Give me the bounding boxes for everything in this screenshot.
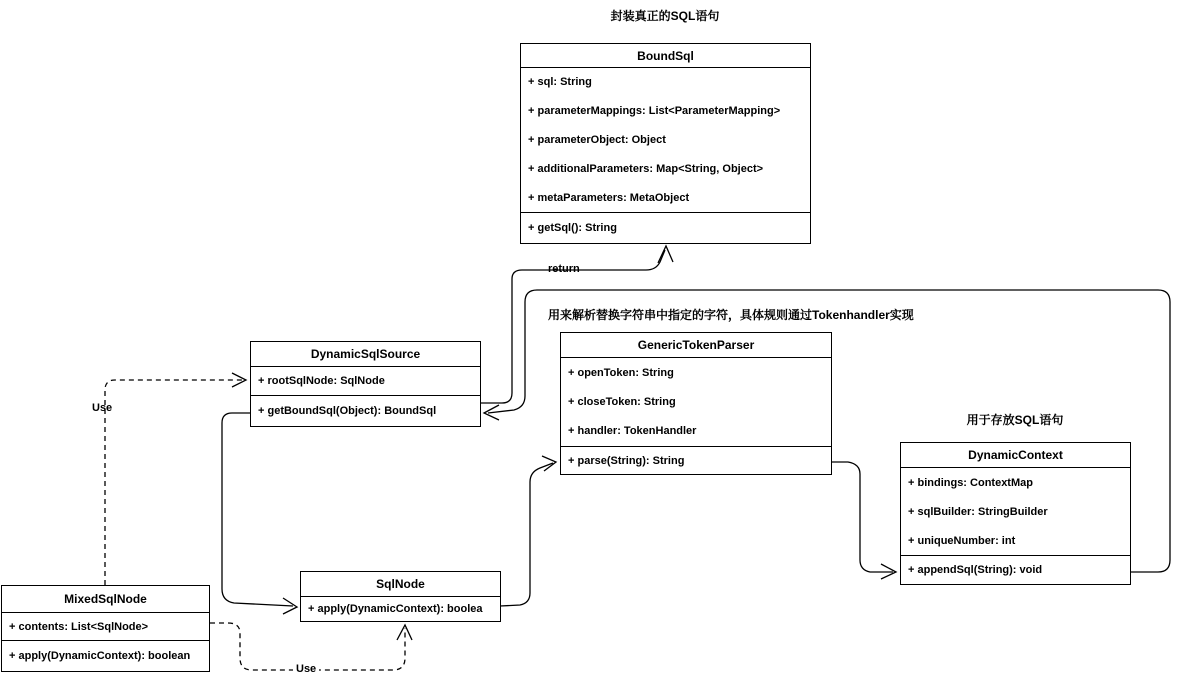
attribute: + handler: TokenHandler xyxy=(568,425,697,438)
attributes-section xyxy=(901,468,1130,555)
edge-label-use-bottom: Use xyxy=(293,663,319,675)
arrowhead-right-icon xyxy=(232,373,246,387)
attributes-section xyxy=(2,613,209,640)
methods-section xyxy=(561,446,831,474)
method: + apply(DynamicContext): boolean xyxy=(9,650,191,662)
methods-section xyxy=(2,640,209,671)
class-mixedsqlnode xyxy=(1,585,210,672)
attribute: + metaParameters: MetaObject xyxy=(528,191,690,204)
class-boundsql xyxy=(520,43,811,244)
arrowhead-right-icon xyxy=(283,598,297,614)
method: + getSql(): String xyxy=(528,222,617,234)
note-parser: 用来解析替换字符串中指定的字符，具体规则通过Tokenhandler实现 xyxy=(548,308,914,322)
class-title: DynamicSqlSource xyxy=(251,342,480,367)
method: + appendSql(String): void xyxy=(908,564,1043,576)
class-generictokenparser xyxy=(560,332,832,475)
class-sqlnode xyxy=(300,571,501,622)
method: + getBoundSql(Object): BoundSql xyxy=(258,405,437,417)
class-title: DynamicContext xyxy=(901,443,1130,468)
attribute: + uniqueNumber: int xyxy=(908,534,1016,547)
attribute: + rootSqlNode: SqlNode xyxy=(258,375,385,387)
arrowhead-up-icon xyxy=(658,246,673,263)
methods-section xyxy=(301,597,500,621)
attribute: + bindings: ContextMap xyxy=(908,476,1033,489)
method: + parse(String): String xyxy=(568,454,685,467)
attribute: + parameterMappings: List<ParameterMapping> xyxy=(528,105,781,118)
methods-section xyxy=(901,555,1130,584)
class-title: MixedSqlNode xyxy=(2,586,209,613)
note-boundsql: 封装真正的SQL语句 xyxy=(610,9,720,23)
edge-label-use-top: Use xyxy=(92,402,113,414)
class-dynamiccontext xyxy=(900,442,1131,585)
arrowhead-left-icon xyxy=(484,405,499,420)
class-dynamicsqlsource xyxy=(250,341,481,427)
class-title: SqlNode xyxy=(301,572,500,597)
arrowhead-up-icon xyxy=(397,625,412,640)
attribute: + parameterObject: Object xyxy=(528,133,666,146)
edge-label-return: return xyxy=(548,263,580,275)
attribute: + additionalParameters: Map<String, Object> xyxy=(528,162,764,175)
edge-use-top xyxy=(105,373,246,585)
class-title: BoundSql xyxy=(521,44,810,68)
attribute: + sqlBuilder: StringBuilder xyxy=(908,505,1048,518)
edge-parser-to-context xyxy=(832,462,896,579)
edge-source-to-sqlnode xyxy=(222,413,297,614)
methods-section xyxy=(521,212,810,243)
attribute: + sql: String xyxy=(528,76,592,89)
arrowhead-right-icon xyxy=(881,564,896,579)
attributes-section xyxy=(251,367,480,395)
attributes-section xyxy=(521,68,810,212)
attributes-section xyxy=(561,358,831,446)
methods-section xyxy=(251,395,480,426)
class-title: GenericTokenParser xyxy=(561,333,831,358)
attribute: + contents: List<SqlNode> xyxy=(9,620,149,633)
method: + apply(DynamicContext): boolea xyxy=(308,603,483,615)
attribute: + closeToken: String xyxy=(568,395,676,408)
note-context: 用于存放SQL语句 xyxy=(966,413,1064,427)
attribute: + openToken: String xyxy=(568,366,674,379)
edge-sqlnode-to-parser xyxy=(500,456,556,606)
arrowhead-right-icon xyxy=(542,456,556,471)
